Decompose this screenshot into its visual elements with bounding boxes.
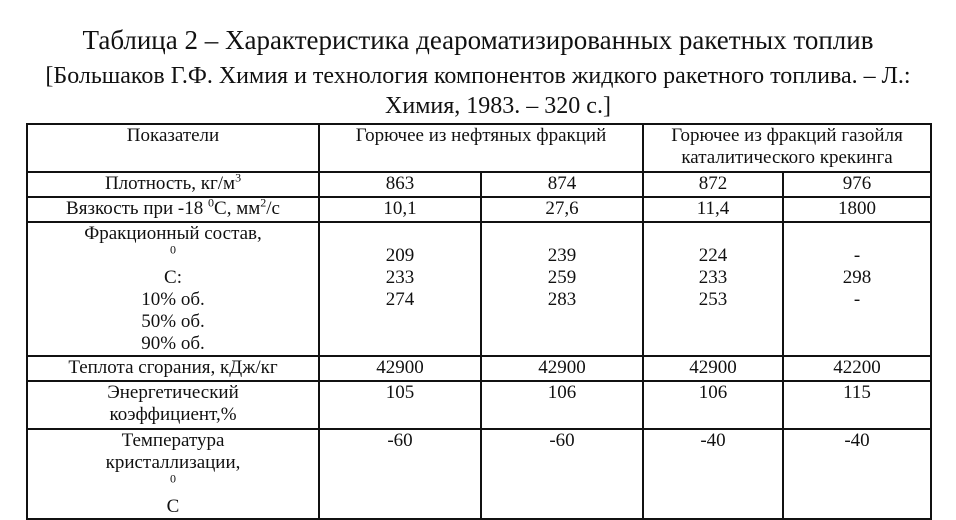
table-cell: - 298 -: [783, 222, 931, 356]
table-cell: 27,6: [481, 197, 643, 222]
source-reference-line2: Химия, 1983. – 320 с.]: [385, 93, 611, 119]
table-cell: 863: [319, 172, 481, 197]
header-gasoil-fractions: [643, 124, 931, 172]
table-row-energy-coefficient: [27, 381, 931, 429]
table-cell: 11,4: [643, 197, 783, 222]
table-cell: 976: [783, 172, 931, 197]
fraction-sub-50: 50% об.: [141, 311, 205, 332]
table-cell: 105: [319, 381, 481, 429]
table-cell: 872: [643, 172, 783, 197]
table-cell: 209 233 274: [319, 222, 481, 356]
table-cell: 42900: [481, 356, 643, 381]
header-gasoil-line2: каталитического крекинга: [681, 147, 893, 168]
row-label-heat: Теплота сгорания, кДж/кг: [27, 356, 319, 381]
table-cell: -40: [643, 429, 783, 519]
table-cell: 239 259 283: [481, 222, 643, 356]
row-label-energy: Энергетический коэффициент,%: [27, 381, 319, 429]
table-cell: 106: [643, 381, 783, 429]
table-cell: 106: [481, 381, 643, 429]
header-indicators: Показатели: [27, 124, 319, 172]
fraction-sub-90: 90% об.: [141, 333, 205, 354]
table-row-viscosity: [27, 197, 931, 222]
table-cell: 10,1: [319, 197, 481, 222]
table-title: Таблица 2 – Характеристика деароматизированных ракетных топлив: [82, 25, 874, 55]
row-label-fractional-composition: [27, 222, 319, 356]
row-label-crystallization: Температура кристаллизации, $^0$ С: [27, 429, 319, 519]
header-gasoil-line1: Горючее из фракций газойля: [671, 125, 903, 146]
table-cell: -40: [783, 429, 931, 519]
table-cell: 42200: [783, 356, 931, 381]
table-cell: -60: [481, 429, 643, 519]
table-row-fractional-composition: [27, 222, 931, 356]
row-label-density: Плотность, $кг/м^3$: [27, 172, 319, 197]
table-cell: -60: [319, 429, 481, 519]
header-row: [27, 124, 931, 172]
fraction-sub-10: 10% об.: [141, 289, 205, 310]
table-row-crystallization-temp: [27, 429, 931, 519]
fuel-characteristics-table: [26, 123, 932, 520]
table-row-density: [27, 172, 931, 197]
row-label-viscosity: Вязкость при -18 $^0$С, $мм^2/с$: [27, 197, 319, 222]
fraction-heading: Фракционный состав, $^0$ С:: [84, 223, 262, 288]
table-cell: 42900: [643, 356, 783, 381]
table-cell: 224 233 253: [643, 222, 783, 356]
header-petroleum-fractions: Горючее из нефтяных фракций: [319, 124, 643, 172]
table-cell: 115: [783, 381, 931, 429]
table-cell: 42900: [319, 356, 481, 381]
table-cell: 874: [481, 172, 643, 197]
table-cell: 1800: [783, 197, 931, 222]
source-reference-line1: [Большаков Г.Ф. Химия и технология компонентов жидкого ракетного топлива. – Л.:: [45, 63, 911, 89]
table-row-heat-of-combustion: [27, 356, 931, 381]
